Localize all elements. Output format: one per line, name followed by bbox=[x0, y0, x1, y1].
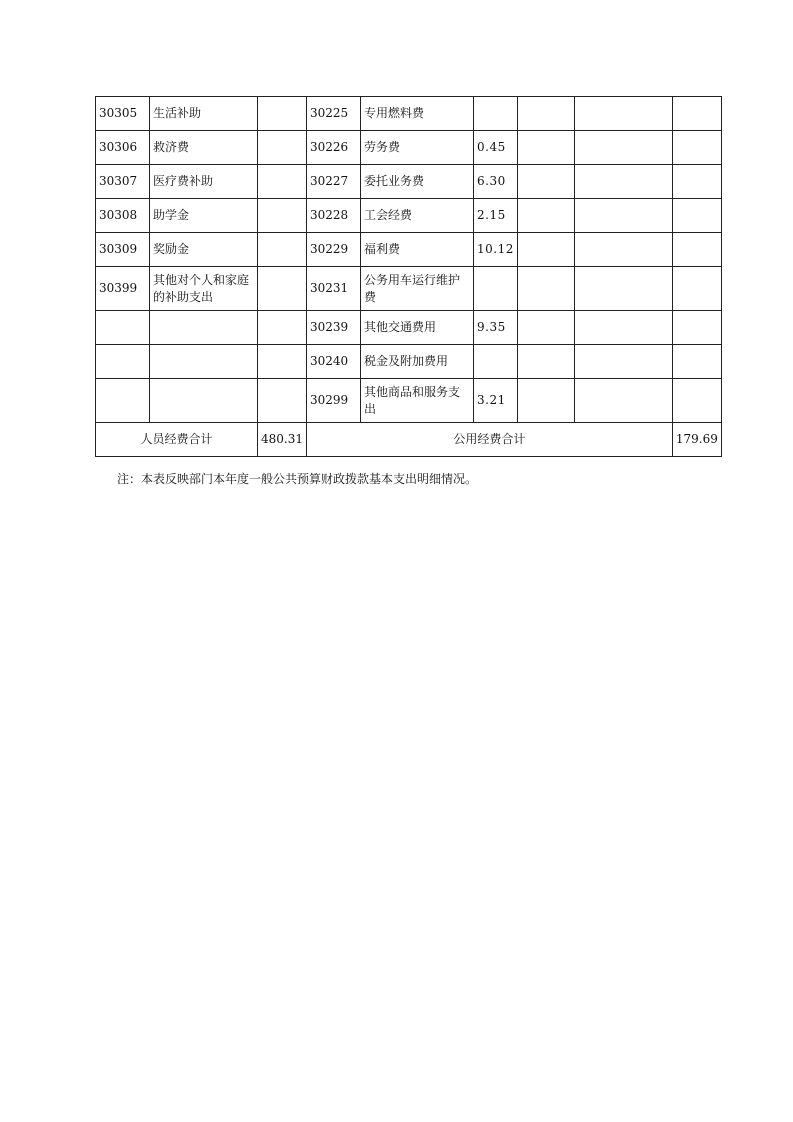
empty-cell bbox=[517, 199, 574, 233]
empty-cell bbox=[517, 379, 574, 423]
empty-cell bbox=[574, 345, 672, 379]
economic-code-personnel bbox=[96, 311, 150, 345]
empty-cell bbox=[672, 165, 721, 199]
totals-row bbox=[96, 423, 722, 457]
economic-code-public: 30240 bbox=[307, 345, 361, 379]
amount-public: 2.15 bbox=[474, 199, 518, 233]
empty-cell bbox=[672, 311, 721, 345]
amount-public: 0.45 bbox=[474, 131, 518, 165]
economic-code-public: 30229 bbox=[307, 233, 361, 267]
item-name-personnel: 奖励金 bbox=[150, 233, 258, 267]
economic-code-public: 30228 bbox=[307, 199, 361, 233]
empty-cell bbox=[574, 267, 672, 311]
item-name-personnel bbox=[150, 379, 258, 423]
table-row bbox=[96, 267, 722, 311]
empty-cell bbox=[672, 199, 721, 233]
table-row bbox=[96, 311, 722, 345]
item-name-personnel: 医疗费补助 bbox=[150, 165, 258, 199]
table-row bbox=[96, 97, 722, 131]
table-row bbox=[96, 131, 722, 165]
personnel-total-label: 人员经费合计 bbox=[96, 423, 258, 457]
empty-cell bbox=[574, 165, 672, 199]
item-name-personnel: 救济费 bbox=[150, 131, 258, 165]
empty-cell bbox=[574, 379, 672, 423]
budget-detail-table bbox=[95, 96, 722, 457]
item-name-personnel: 助学金 bbox=[150, 199, 258, 233]
amount-personnel bbox=[258, 311, 307, 345]
item-name-public: 其他交通费用 bbox=[361, 311, 474, 345]
economic-code-public: 30299 bbox=[307, 379, 361, 423]
empty-cell bbox=[517, 165, 574, 199]
economic-code-personnel: 30306 bbox=[96, 131, 150, 165]
economic-code-personnel: 30399 bbox=[96, 267, 150, 311]
amount-public: 3.21 bbox=[474, 379, 518, 423]
amount-public: 9.35 bbox=[474, 311, 518, 345]
empty-cell bbox=[672, 97, 721, 131]
empty-cell bbox=[517, 131, 574, 165]
item-name-public: 税金及附加费用 bbox=[361, 345, 474, 379]
item-name-personnel: 其他对个人和家庭的补助支出 bbox=[150, 267, 258, 311]
table-footnote: 注：本表反映部门本年度一般公共预算财政拨款基本支出明细情况。 bbox=[117, 472, 478, 486]
amount-public bbox=[474, 345, 518, 379]
table-row bbox=[96, 233, 722, 267]
empty-cell bbox=[517, 233, 574, 267]
empty-cell bbox=[517, 267, 574, 311]
economic-code-personnel: 30307 bbox=[96, 165, 150, 199]
item-name-personnel bbox=[150, 311, 258, 345]
empty-cell bbox=[574, 97, 672, 131]
item-name-public: 劳务费 bbox=[361, 131, 474, 165]
empty-cell bbox=[574, 233, 672, 267]
personnel-total-value: 480.31 bbox=[258, 423, 307, 457]
amount-personnel bbox=[258, 199, 307, 233]
table-row bbox=[96, 199, 722, 233]
empty-cell bbox=[672, 131, 721, 165]
empty-cell bbox=[672, 345, 721, 379]
amount-public: 10.12 bbox=[474, 233, 518, 267]
economic-code-public: 30226 bbox=[307, 131, 361, 165]
empty-cell bbox=[517, 97, 574, 131]
item-name-public: 福利费 bbox=[361, 233, 474, 267]
amount-personnel bbox=[258, 131, 307, 165]
amount-personnel bbox=[258, 97, 307, 131]
economic-code-public: 30227 bbox=[307, 165, 361, 199]
item-name-personnel: 生活补助 bbox=[150, 97, 258, 131]
item-name-public: 专用燃料费 bbox=[361, 97, 474, 131]
empty-cell bbox=[574, 311, 672, 345]
table-row bbox=[96, 379, 722, 423]
economic-code-personnel bbox=[96, 379, 150, 423]
table-row bbox=[96, 345, 722, 379]
amount-personnel bbox=[258, 345, 307, 379]
economic-code-public: 30225 bbox=[307, 97, 361, 131]
amount-public bbox=[474, 267, 518, 311]
item-name-public: 委托业务费 bbox=[361, 165, 474, 199]
economic-code-public: 30231 bbox=[307, 267, 361, 311]
table-row bbox=[96, 165, 722, 199]
amount-personnel bbox=[258, 233, 307, 267]
amount-public: 6.30 bbox=[474, 165, 518, 199]
item-name-public: 公务用车运行维护费 bbox=[361, 267, 474, 311]
empty-cell bbox=[574, 199, 672, 233]
item-name-public: 其他商品和服务支出 bbox=[361, 379, 474, 423]
item-name-public: 工会经费 bbox=[361, 199, 474, 233]
empty-cell bbox=[574, 131, 672, 165]
empty-cell bbox=[672, 267, 721, 311]
economic-code-personnel: 30309 bbox=[96, 233, 150, 267]
economic-code-personnel: 30308 bbox=[96, 199, 150, 233]
empty-cell bbox=[672, 379, 721, 423]
economic-code-public: 30239 bbox=[307, 311, 361, 345]
amount-personnel bbox=[258, 267, 307, 311]
empty-cell bbox=[672, 233, 721, 267]
item-name-personnel bbox=[150, 345, 258, 379]
public-total-label: 公用经费合计 bbox=[307, 423, 673, 457]
economic-code-personnel: 30305 bbox=[96, 97, 150, 131]
amount-personnel bbox=[258, 379, 307, 423]
empty-cell bbox=[517, 345, 574, 379]
economic-code-personnel bbox=[96, 345, 150, 379]
empty-cell bbox=[517, 311, 574, 345]
amount-personnel bbox=[258, 165, 307, 199]
public-total-value: 179.69 bbox=[672, 423, 721, 457]
amount-public bbox=[474, 97, 518, 131]
